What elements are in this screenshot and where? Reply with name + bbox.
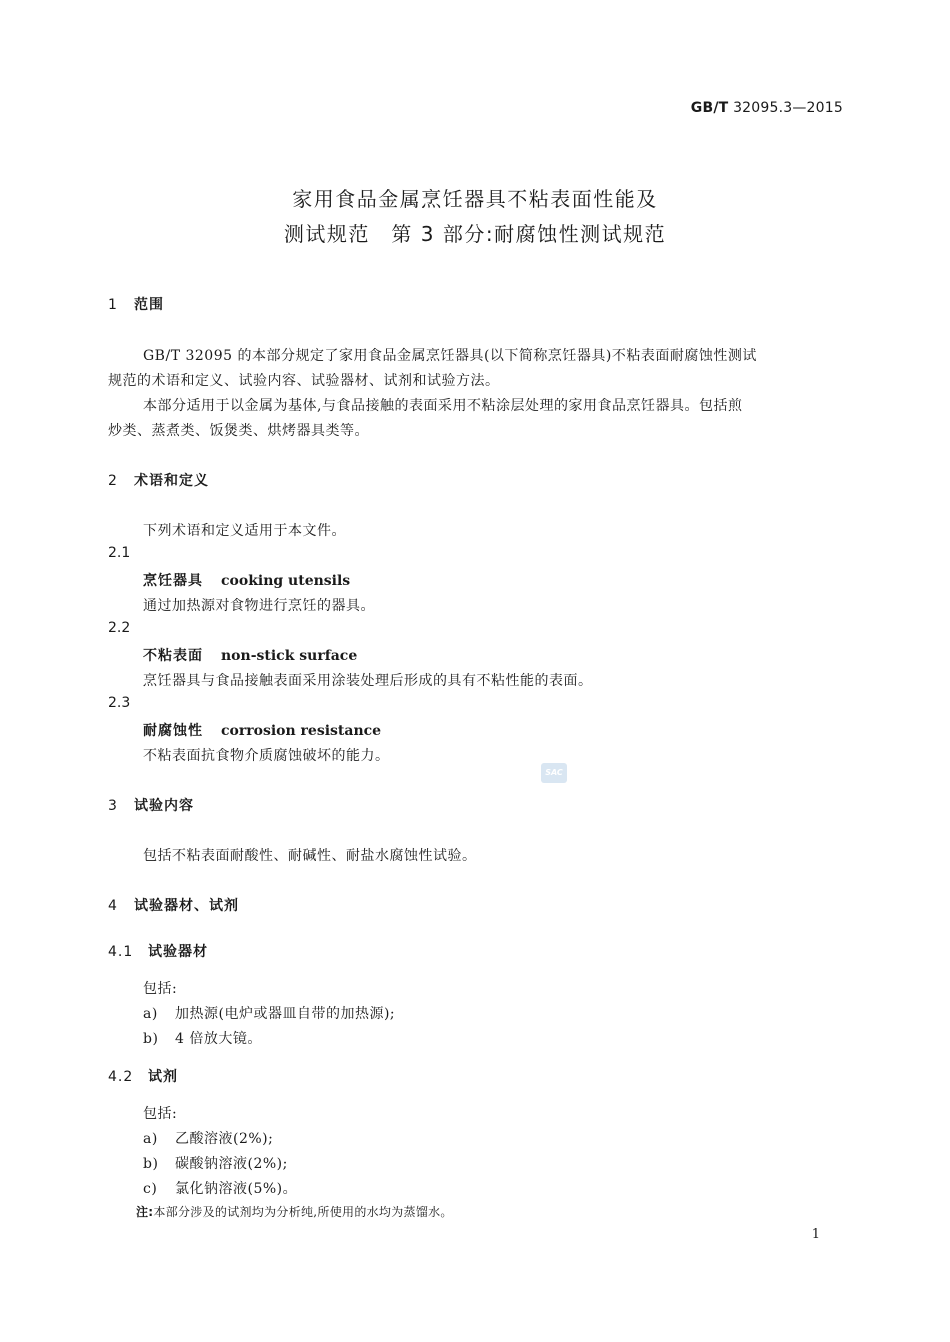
subsection-number: 4.2 — [108, 1069, 134, 1085]
sac-watermark: SAC — [541, 763, 567, 783]
section-2-heading — [108, 470, 209, 490]
section-title: 试验器材、试剂 — [134, 898, 239, 914]
list-marker: a) — [143, 1006, 158, 1022]
subsection-title: 试剂 — [148, 1069, 178, 1085]
paragraph-line: 规范的术语和定义、试验内容、试验器材、试剂和试验方法。 — [108, 373, 500, 389]
paragraph-line: 炒类、蒸煮类、饭煲类、烘烤器具类等。 — [108, 423, 369, 439]
subsection-title: 试验器材 — [148, 944, 208, 960]
section-1-heading — [108, 294, 164, 314]
list-item — [143, 1028, 262, 1048]
section-number: 3 — [108, 798, 118, 814]
list-item — [143, 1153, 288, 1173]
section-number: 1 — [108, 297, 118, 313]
list-intro: 包括: — [143, 981, 178, 997]
note-label: 注: — [136, 1205, 154, 1219]
list-marker: b) — [143, 1156, 159, 1172]
term-english: corrosion resistance — [221, 723, 382, 739]
list-marker: b) — [143, 1031, 159, 1047]
list-text: 4 倍放大镜。 — [175, 1031, 262, 1047]
subsection-4-2-heading — [108, 1066, 178, 1086]
term-heading — [143, 645, 357, 665]
term-number: 2.2 — [108, 620, 131, 636]
section-title: 试验内容 — [134, 798, 194, 814]
document-title-line-2: 测试规范 第 3 部分:耐腐蚀性测试规范 — [283, 222, 667, 246]
note-text: 本部分涉及的试剂均为分析纯,所使用的水均为蒸馏水。 — [153, 1205, 453, 1219]
paragraph-line: GB/T 32095 的本部分规定了家用食品金属烹饪器具(以下简称烹饪器具)不粘表面耐腐蚀性测试 — [143, 348, 757, 364]
paragraph-line: 包括不粘表面耐酸性、耐碱性、耐盐水腐蚀性试验。 — [143, 848, 477, 864]
section-4-heading — [108, 895, 239, 915]
term-definition: 烹饪器具与食品接触表面采用涂装处理后形成的具有不粘性能的表面。 — [143, 673, 593, 689]
list-text: 碳酸钠溶液(2%); — [175, 1156, 288, 1172]
list-text: 加热源(电炉或器皿自带的加热源); — [175, 1006, 396, 1022]
list-marker: a) — [143, 1131, 158, 1147]
term-english: non-stick surface — [221, 648, 358, 664]
page-number: 1 — [811, 1227, 820, 1242]
list-marker: c) — [143, 1181, 158, 1197]
note — [136, 1203, 453, 1220]
subsection-number: 4.1 — [108, 944, 134, 960]
list-text: 氯化钠溶液(5%)。 — [175, 1181, 298, 1197]
term-heading — [143, 720, 381, 740]
section-number: 4 — [108, 898, 118, 914]
document-title-line-1: 家用食品金属烹饪器具不粘表面性能及 — [292, 187, 658, 211]
list-text: 乙酸溶液(2%); — [175, 1131, 274, 1147]
standard-code: 32095.3—2015 — [733, 100, 843, 116]
paragraph-line: 本部分适用于以金属为基体,与食品接触的表面采用不粘涂层处理的家用食品烹饪器具。包括煎 — [143, 398, 743, 414]
term-definition: 不粘表面抗食物介质腐蚀破坏的能力。 — [143, 748, 390, 764]
section-title: 术语和定义 — [134, 473, 209, 489]
standard-number — [691, 100, 843, 116]
list-item — [143, 1128, 273, 1148]
term-chinese: 烹饪器具 — [143, 573, 203, 589]
list-item — [143, 1178, 297, 1198]
term-definition: 通过加热源对食物进行烹饪的器具。 — [143, 598, 375, 614]
list-intro: 包括: — [143, 1106, 178, 1122]
term-number: 2.1 — [108, 545, 131, 561]
section-number: 2 — [108, 473, 118, 489]
term-heading — [143, 570, 350, 590]
subsection-4-1-heading — [108, 941, 208, 961]
section-title: 范围 — [134, 297, 164, 313]
list-item — [143, 1003, 395, 1023]
section-3-heading — [108, 795, 194, 815]
paragraph-line: 下列术语和定义适用于本文件。 — [143, 523, 346, 539]
term-chinese: 不粘表面 — [143, 648, 203, 664]
term-chinese: 耐腐蚀性 — [143, 723, 203, 739]
term-english: cooking utensils — [221, 573, 351, 589]
standard-prefix: GB/T — [690, 100, 729, 116]
term-number: 2.3 — [108, 695, 131, 711]
